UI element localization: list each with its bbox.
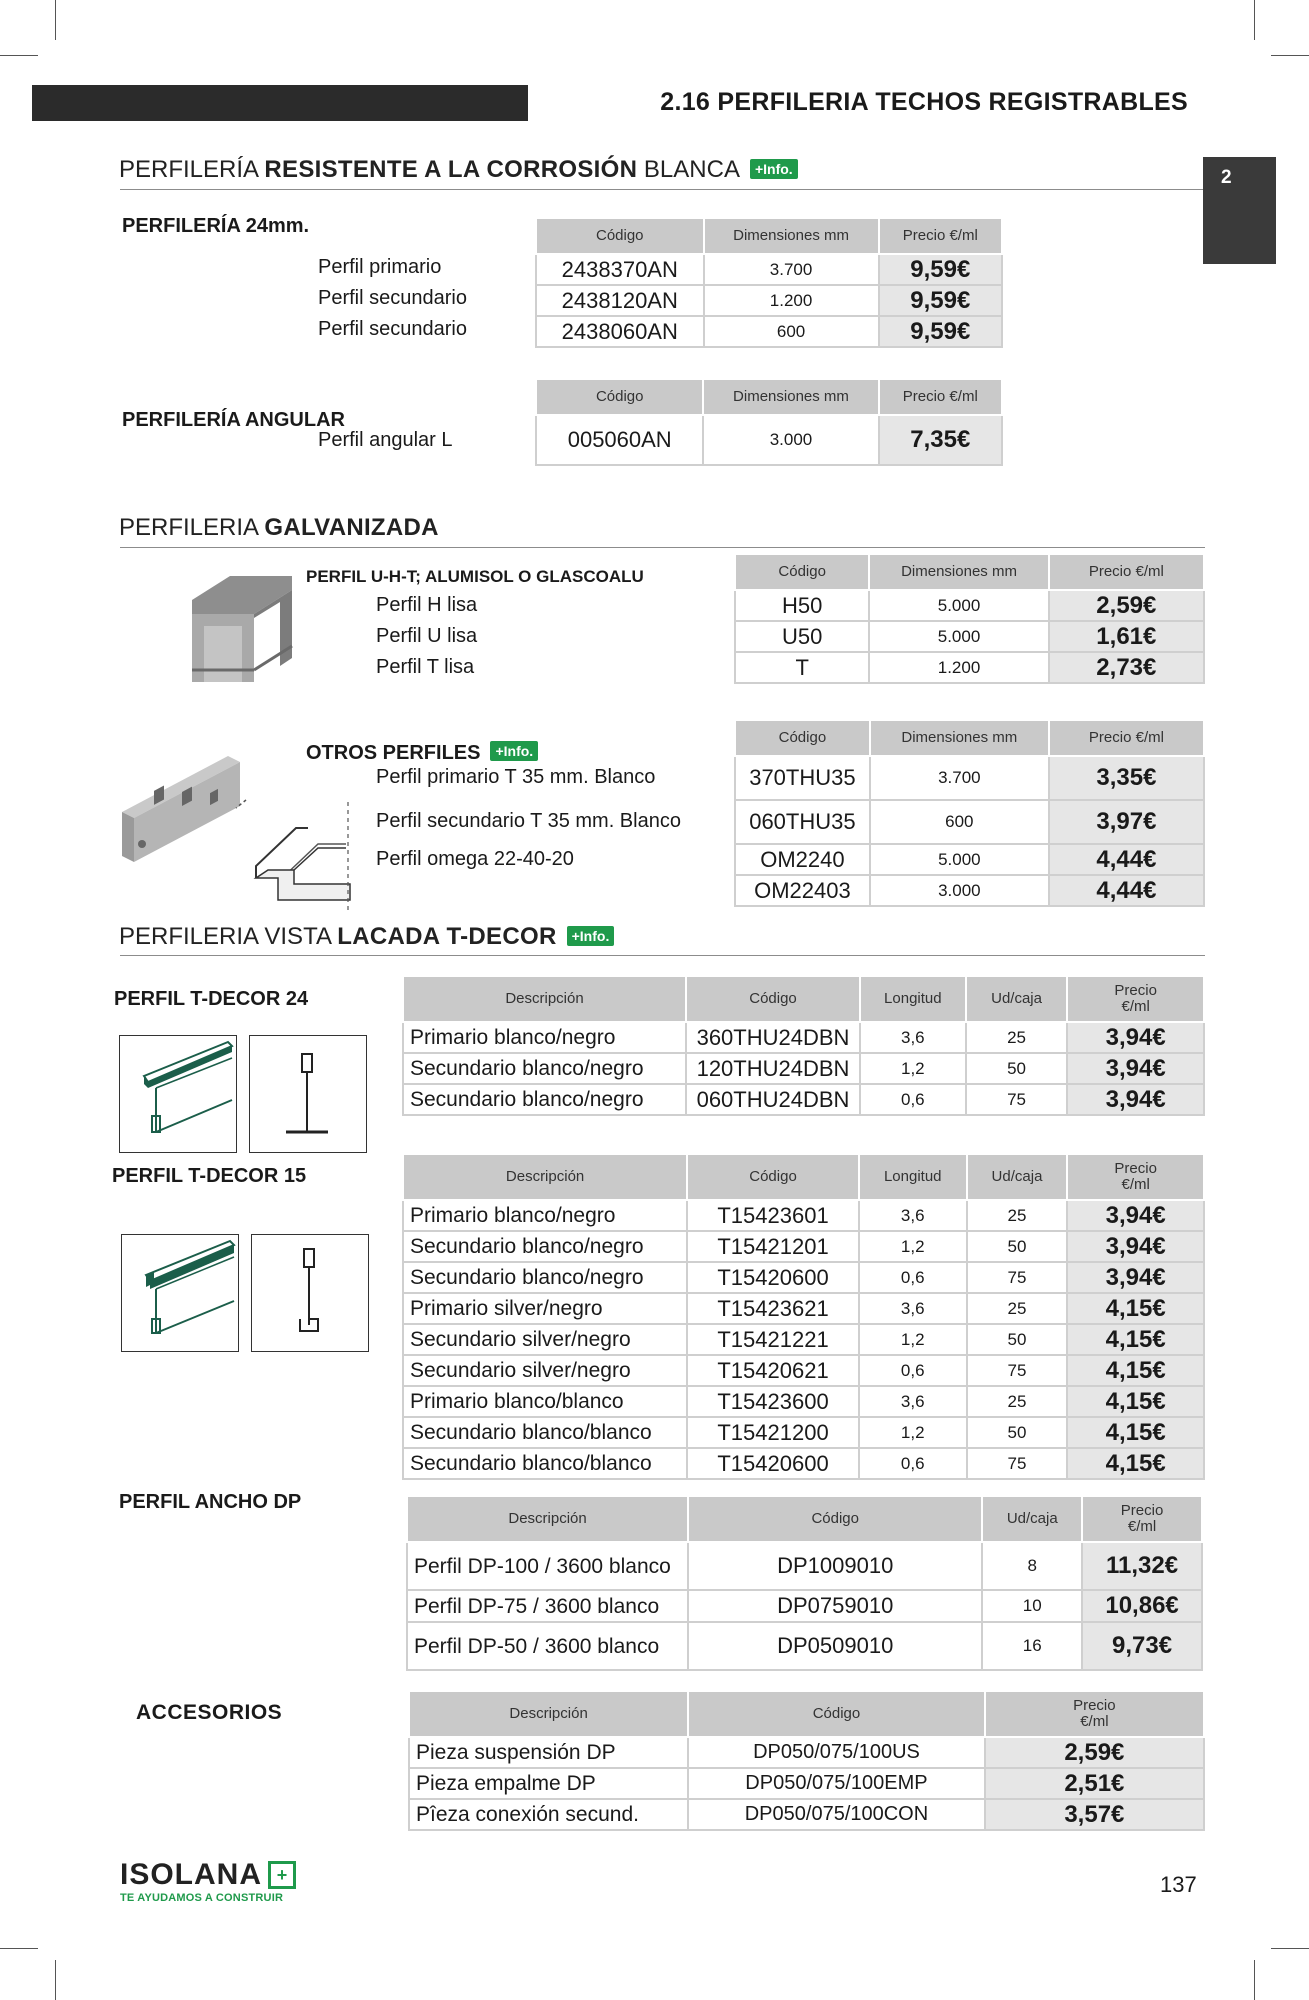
header-bar — [32, 85, 528, 121]
price-cell: 4,15€ — [1067, 1448, 1204, 1479]
crop-mark — [55, 0, 56, 40]
code-cell: T15423600 — [687, 1386, 859, 1417]
dim-cell: 1.200 — [869, 652, 1048, 683]
section-title-tdecor — [119, 923, 614, 951]
section-title-pre: PERFILERIA VISTA — [119, 923, 338, 950]
code-cell: H50 — [735, 590, 869, 621]
code-cell: U50 — [735, 621, 869, 652]
chapter-tab — [1203, 157, 1276, 264]
desc-cell: Perfil DP-100 / 3600 blanco — [407, 1542, 688, 1590]
code-cell: DP050/075/100CON — [688, 1799, 985, 1830]
section-title-post: BLANCA — [637, 156, 740, 183]
table-row — [407, 1590, 1202, 1622]
table-row — [403, 1448, 1204, 1479]
section-rule — [120, 955, 1205, 956]
header-precio-line2: €/ml — [1121, 1176, 1150, 1193]
header-precio: Precio €/ml — [879, 218, 1002, 254]
table-row — [735, 652, 1204, 683]
table-row — [407, 1542, 1202, 1590]
price-cell: 3,94€ — [1067, 1084, 1204, 1115]
code-cell: T — [735, 652, 869, 683]
desc-cell: Secundario blanco/negro — [403, 1053, 686, 1084]
header-codigo: Código — [735, 720, 870, 756]
item-name: Perfil angular L — [318, 429, 453, 451]
dim-cell: 600 — [870, 800, 1049, 844]
price-table-dp — [406, 1495, 1203, 1671]
table-row — [536, 415, 1002, 465]
ud-cell: 50 — [966, 1053, 1068, 1084]
table-row — [735, 590, 1204, 621]
header-descripcion: Descripción — [403, 976, 686, 1022]
table-row — [536, 285, 1002, 316]
table-row — [403, 1386, 1204, 1417]
code-cell: T15423601 — [687, 1200, 859, 1231]
section-rule — [120, 189, 1203, 190]
logo-plus-icon: + — [268, 1861, 296, 1889]
price-cell: 3,94€ — [1067, 1200, 1204, 1231]
desc-cell: Secundario silver/negro — [403, 1355, 687, 1386]
price-cell: 4,15€ — [1067, 1355, 1204, 1386]
profile-uht-image — [182, 570, 298, 686]
price-cell: 3,94€ — [1067, 1262, 1204, 1293]
header-precio-line1: Precio — [1114, 982, 1157, 1000]
table-row — [403, 1355, 1204, 1386]
page-title: 2.16 PERFILERIA TECHOS REGISTRABLES — [660, 88, 1188, 116]
code-cell: T15421201 — [687, 1231, 859, 1262]
isolana-logo — [120, 1858, 296, 1904]
desc-cell: Primario blanco/negro — [403, 1200, 687, 1231]
desc-cell: Secundario blanco/negro — [403, 1084, 686, 1115]
length-cell: 1,2 — [860, 1053, 966, 1084]
header-precio: Precio €/ml — [879, 379, 1002, 415]
code-cell: T15420600 — [687, 1448, 859, 1479]
length-cell: 1,2 — [859, 1231, 967, 1262]
header-precio-line2: €/ml — [1127, 1518, 1157, 1535]
header-precio — [985, 1691, 1204, 1737]
header-descripcion: Descripción — [409, 1691, 688, 1737]
header-precio-line1: Precio — [1120, 1502, 1164, 1520]
table-row — [403, 1231, 1204, 1262]
dim-cell: 3.700 — [704, 254, 879, 285]
section-title-pre: PERFILERIA — [119, 514, 265, 541]
price-cell: 9,73€ — [1082, 1622, 1202, 1670]
price-cell: 3,94€ — [1067, 1231, 1204, 1262]
group-label-otros — [306, 741, 538, 765]
header-codigo: Código — [688, 1691, 985, 1737]
desc-cell: Perfil DP-75 / 3600 blanco — [407, 1590, 688, 1622]
section-title-corrosion — [119, 156, 798, 184]
length-cell: 1,2 — [859, 1417, 967, 1448]
section-title-pre: PERFILERÍA — [119, 156, 265, 183]
section-title-galvanizada — [119, 514, 439, 542]
table-row — [735, 756, 1204, 800]
header-precio — [1067, 976, 1204, 1022]
code-cell: 2438060AN — [536, 316, 704, 347]
price-cell: 3,35€ — [1049, 756, 1204, 800]
ud-cell: 75 — [967, 1355, 1068, 1386]
ud-cell: 50 — [967, 1324, 1068, 1355]
price-cell: 9,59€ — [879, 316, 1002, 347]
crop-mark — [1271, 55, 1309, 56]
header-precio-line1: Precio — [1073, 1697, 1116, 1715]
code-cell: T15423621 — [687, 1293, 859, 1324]
logo-text: ISOLANA — [120, 1858, 262, 1891]
ud-cell: 50 — [967, 1231, 1068, 1262]
tdecor24-perspective-image — [119, 1035, 237, 1153]
header-codigo: Código — [686, 976, 860, 1022]
header-precio-line2: €/ml — [1121, 998, 1150, 1015]
ud-cell: 75 — [966, 1084, 1068, 1115]
crop-mark — [1271, 1948, 1309, 1949]
ud-cell: 10 — [982, 1590, 1082, 1622]
profile-t-icon — [122, 1235, 237, 1350]
code-cell: T15420600 — [687, 1262, 859, 1293]
tdecor15-perspective-image — [121, 1234, 239, 1352]
desc-cell: Secundario silver/negro — [403, 1324, 687, 1355]
ud-cell: 75 — [967, 1448, 1068, 1479]
table-row — [403, 1324, 1204, 1355]
header-codigo: Código — [687, 1154, 859, 1200]
desc-cell: Pieza suspensión DP — [409, 1737, 688, 1768]
code-cell: DP0509010 — [688, 1622, 982, 1670]
table-header-row — [536, 379, 1002, 415]
page-number: 137 — [1160, 1872, 1197, 1897]
group-label-dp: PERFIL ANCHO DP — [119, 1491, 302, 1513]
header-descripcion: Descripción — [403, 1154, 687, 1200]
ud-cell: 25 — [967, 1386, 1068, 1417]
section-rule — [120, 547, 1205, 548]
tdecor15-section-image — [251, 1234, 369, 1352]
t-section-icon — [250, 1036, 365, 1151]
crop-mark — [0, 1948, 38, 1949]
header-codigo: Código — [688, 1496, 982, 1542]
code-cell: T15420621 — [687, 1355, 859, 1386]
dim-cell: 600 — [704, 316, 879, 347]
desc-cell: Secundario blanco/blanco — [403, 1417, 687, 1448]
table-header-row — [407, 1496, 1202, 1542]
price-cell: 4,15€ — [1067, 1417, 1204, 1448]
info-badge[interactable]: +Info. — [567, 926, 615, 946]
desc-cell: Pieza empalme DP — [409, 1768, 688, 1799]
table-row — [735, 621, 1204, 652]
crop-mark — [1254, 1960, 1255, 2000]
table-row — [403, 1022, 1204, 1053]
price-cell: 4,15€ — [1067, 1386, 1204, 1417]
header-udcaja: Ud/caja — [982, 1496, 1082, 1542]
header-dimensiones: Dimensiones mm — [869, 554, 1048, 590]
price-cell: 11,32€ — [1082, 1542, 1202, 1590]
header-longitud: Longitud — [859, 1154, 967, 1200]
table-row — [536, 316, 1002, 347]
header-precio-line2: €/ml — [1080, 1713, 1109, 1730]
table-row — [409, 1799, 1204, 1830]
table-row — [403, 1293, 1204, 1324]
ud-cell: 25 — [966, 1022, 1068, 1053]
group-label-accesorios: ACCESORIOS — [136, 1701, 283, 1724]
group-label-tdecor24: PERFIL T-DECOR 24 — [114, 988, 309, 1010]
price-cell: 7,35€ — [879, 415, 1002, 465]
table-row — [407, 1622, 1202, 1670]
header-dimensiones: Dimensiones mm — [870, 720, 1049, 756]
code-cell: 370THU35 — [735, 756, 870, 800]
dim-cell: 3.000 — [870, 875, 1049, 906]
ud-cell: 50 — [967, 1417, 1068, 1448]
code-cell: 060THU35 — [735, 800, 870, 844]
item-name: Perfil secundario — [318, 318, 467, 340]
ud-cell: 75 — [967, 1262, 1068, 1293]
tdecor24-section-image — [249, 1035, 367, 1153]
code-cell: 2438370AN — [536, 254, 704, 285]
header-precio — [1082, 1496, 1202, 1542]
price-table-angular — [535, 378, 1003, 466]
desc-cell: Secundario blanco/negro — [403, 1262, 687, 1293]
length-cell: 3,6 — [859, 1386, 967, 1417]
desc-cell: Primario silver/negro — [403, 1293, 687, 1324]
price-cell: 3,94€ — [1067, 1022, 1204, 1053]
header-udcaja: Ud/caja — [967, 1154, 1068, 1200]
header-dimensiones: Dimensiones mm — [703, 379, 878, 415]
price-table-accesorios — [408, 1690, 1205, 1831]
header-codigo: Código — [735, 554, 869, 590]
table-header-row — [403, 976, 1204, 1022]
price-cell: 9,59€ — [879, 254, 1002, 285]
length-cell: 0,6 — [859, 1355, 967, 1386]
length-cell: 3,6 — [859, 1200, 967, 1231]
item-name: Perfil secundario — [318, 287, 467, 309]
table-row — [403, 1417, 1204, 1448]
t-section-icon — [252, 1235, 367, 1350]
profile-otros-image — [118, 752, 352, 912]
dim-cell: 3.700 — [870, 756, 1049, 800]
code-cell: 060THU24DBN — [686, 1084, 860, 1115]
code-cell: DP1009010 — [688, 1542, 982, 1590]
code-cell: 2438120AN — [536, 285, 704, 316]
section-title-bold: GALVANIZADA — [264, 514, 439, 541]
length-cell: 3,6 — [860, 1022, 966, 1053]
price-cell: 4,44€ — [1049, 875, 1204, 906]
table-row — [409, 1737, 1204, 1768]
price-cell: 2,51€ — [985, 1768, 1204, 1799]
table-row — [403, 1200, 1204, 1231]
table-header-row — [735, 554, 1204, 590]
table-row — [536, 254, 1002, 285]
table-header-row — [536, 218, 1002, 254]
table-row — [735, 875, 1204, 906]
code-cell: DP050/075/100EMP — [688, 1768, 985, 1799]
price-cell: 3,94€ — [1067, 1053, 1204, 1084]
table-header-row — [409, 1691, 1204, 1737]
item-name: Perfil omega 22-40-20 — [376, 848, 574, 870]
section-title-bold: LACADA T-DECOR — [337, 923, 557, 950]
header-dimensiones: Dimensiones mm — [704, 218, 879, 254]
code-cell: DP050/075/100US — [688, 1737, 985, 1768]
length-cell: 0,6 — [859, 1448, 967, 1479]
item-name: Perfil U lisa — [376, 625, 478, 647]
section-title-bold: RESISTENTE A LA CORROSIÓN — [264, 156, 638, 183]
group-label-uht: PERFIL U-H-T; ALUMISOL O GLASCOALU — [306, 567, 644, 586]
length-cell: 0,6 — [859, 1262, 967, 1293]
code-cell: T15421200 — [687, 1417, 859, 1448]
item-name: Perfil T lisa — [376, 656, 475, 678]
item-name: Perfil primario — [318, 256, 442, 278]
crop-mark — [55, 1960, 56, 2000]
desc-cell: Pîeza conexión secund. — [409, 1799, 688, 1830]
desc-cell: Secundario blanco/blanco — [403, 1448, 687, 1479]
price-cell: 4,15€ — [1067, 1293, 1204, 1324]
price-cell: 4,15€ — [1067, 1324, 1204, 1355]
crop-mark — [1254, 0, 1255, 40]
header-descripcion: Descripción — [407, 1496, 688, 1542]
table-row — [735, 844, 1204, 875]
price-cell: 3,57€ — [985, 1799, 1204, 1830]
header-udcaja: Ud/caja — [966, 976, 1068, 1022]
group-label-tdecor15: PERFIL T-DECOR 15 — [112, 1165, 307, 1187]
logo-tagline: TE AYUDAMOS A CONSTRUIR — [120, 1892, 284, 1904]
table-row — [403, 1262, 1204, 1293]
dim-cell: 5.000 — [870, 844, 1049, 875]
chapter-number: 2 — [1221, 167, 1232, 188]
price-table-tdecor24 — [402, 975, 1205, 1116]
dim-cell: 1.200 — [704, 285, 879, 316]
table-header-row — [735, 720, 1204, 756]
dim-cell: 3.000 — [703, 415, 878, 465]
code-cell: OM2240 — [735, 844, 870, 875]
header-precio: Precio €/ml — [1049, 720, 1204, 756]
group-label-24mm: PERFILERÍA 24mm. — [122, 215, 310, 237]
price-cell: 1,61€ — [1049, 621, 1204, 652]
header-precio: Precio €/ml — [1049, 554, 1204, 590]
price-table-24mm — [535, 217, 1003, 348]
table-row — [735, 800, 1204, 844]
item-name: Perfil H lisa — [376, 594, 478, 616]
dim-cell: 5.000 — [869, 590, 1048, 621]
ud-cell: 16 — [982, 1622, 1082, 1670]
price-cell: 10,86€ — [1082, 1590, 1202, 1622]
code-cell: T15421221 — [687, 1324, 859, 1355]
profile-t-icon — [120, 1036, 235, 1151]
price-cell: 9,59€ — [879, 285, 1002, 316]
ud-cell: 25 — [967, 1200, 1068, 1231]
item-name: Perfil primario T 35 mm. Blanco — [376, 766, 656, 788]
table-row — [403, 1053, 1204, 1084]
item-name: Perfil secundario T 35 mm. Blanco — [376, 810, 681, 832]
header-longitud: Longitud — [860, 976, 966, 1022]
header-codigo: Código — [536, 218, 704, 254]
table-row — [409, 1768, 1204, 1799]
price-table-otros — [734, 719, 1205, 907]
dim-cell: 5.000 — [869, 621, 1048, 652]
table-header-row — [403, 1154, 1204, 1200]
header-codigo: Código — [536, 379, 703, 415]
code-cell: 005060AN — [536, 415, 703, 465]
table-row — [403, 1084, 1204, 1115]
price-cell: 2,73€ — [1049, 652, 1204, 683]
desc-cell: Perfil DP-50 / 3600 blanco — [407, 1622, 688, 1670]
ud-cell: 25 — [967, 1293, 1068, 1324]
length-cell: 3,6 — [859, 1293, 967, 1324]
group-label-angular: PERFILERÍA ANGULAR — [122, 409, 345, 431]
length-cell: 0,6 — [860, 1084, 966, 1115]
crop-mark — [0, 55, 38, 56]
price-cell: 3,97€ — [1049, 800, 1204, 844]
price-table-tdecor15 — [402, 1153, 1205, 1480]
price-cell: 4,44€ — [1049, 844, 1204, 875]
info-badge[interactable]: +Info. — [750, 159, 798, 179]
info-badge[interactable]: +Info. — [490, 741, 538, 761]
price-cell: 2,59€ — [1049, 590, 1204, 621]
otros-label-text: OTROS PERFILES — [306, 742, 481, 764]
header-precio-line1: Precio — [1114, 1160, 1157, 1178]
price-table-uht — [734, 553, 1205, 684]
code-cell: 360THU24DBN — [686, 1022, 860, 1053]
code-cell: OM22403 — [735, 875, 870, 906]
desc-cell: Primario blanco/negro — [403, 1022, 686, 1053]
header-precio — [1067, 1154, 1204, 1200]
length-cell: 1,2 — [859, 1324, 967, 1355]
code-cell: 120THU24DBN — [686, 1053, 860, 1084]
code-cell: DP0759010 — [688, 1590, 982, 1622]
price-cell: 2,59€ — [985, 1737, 1204, 1768]
ud-cell: 8 — [982, 1542, 1082, 1590]
desc-cell: Primario blanco/blanco — [403, 1386, 687, 1417]
desc-cell: Secundario blanco/negro — [403, 1231, 687, 1262]
